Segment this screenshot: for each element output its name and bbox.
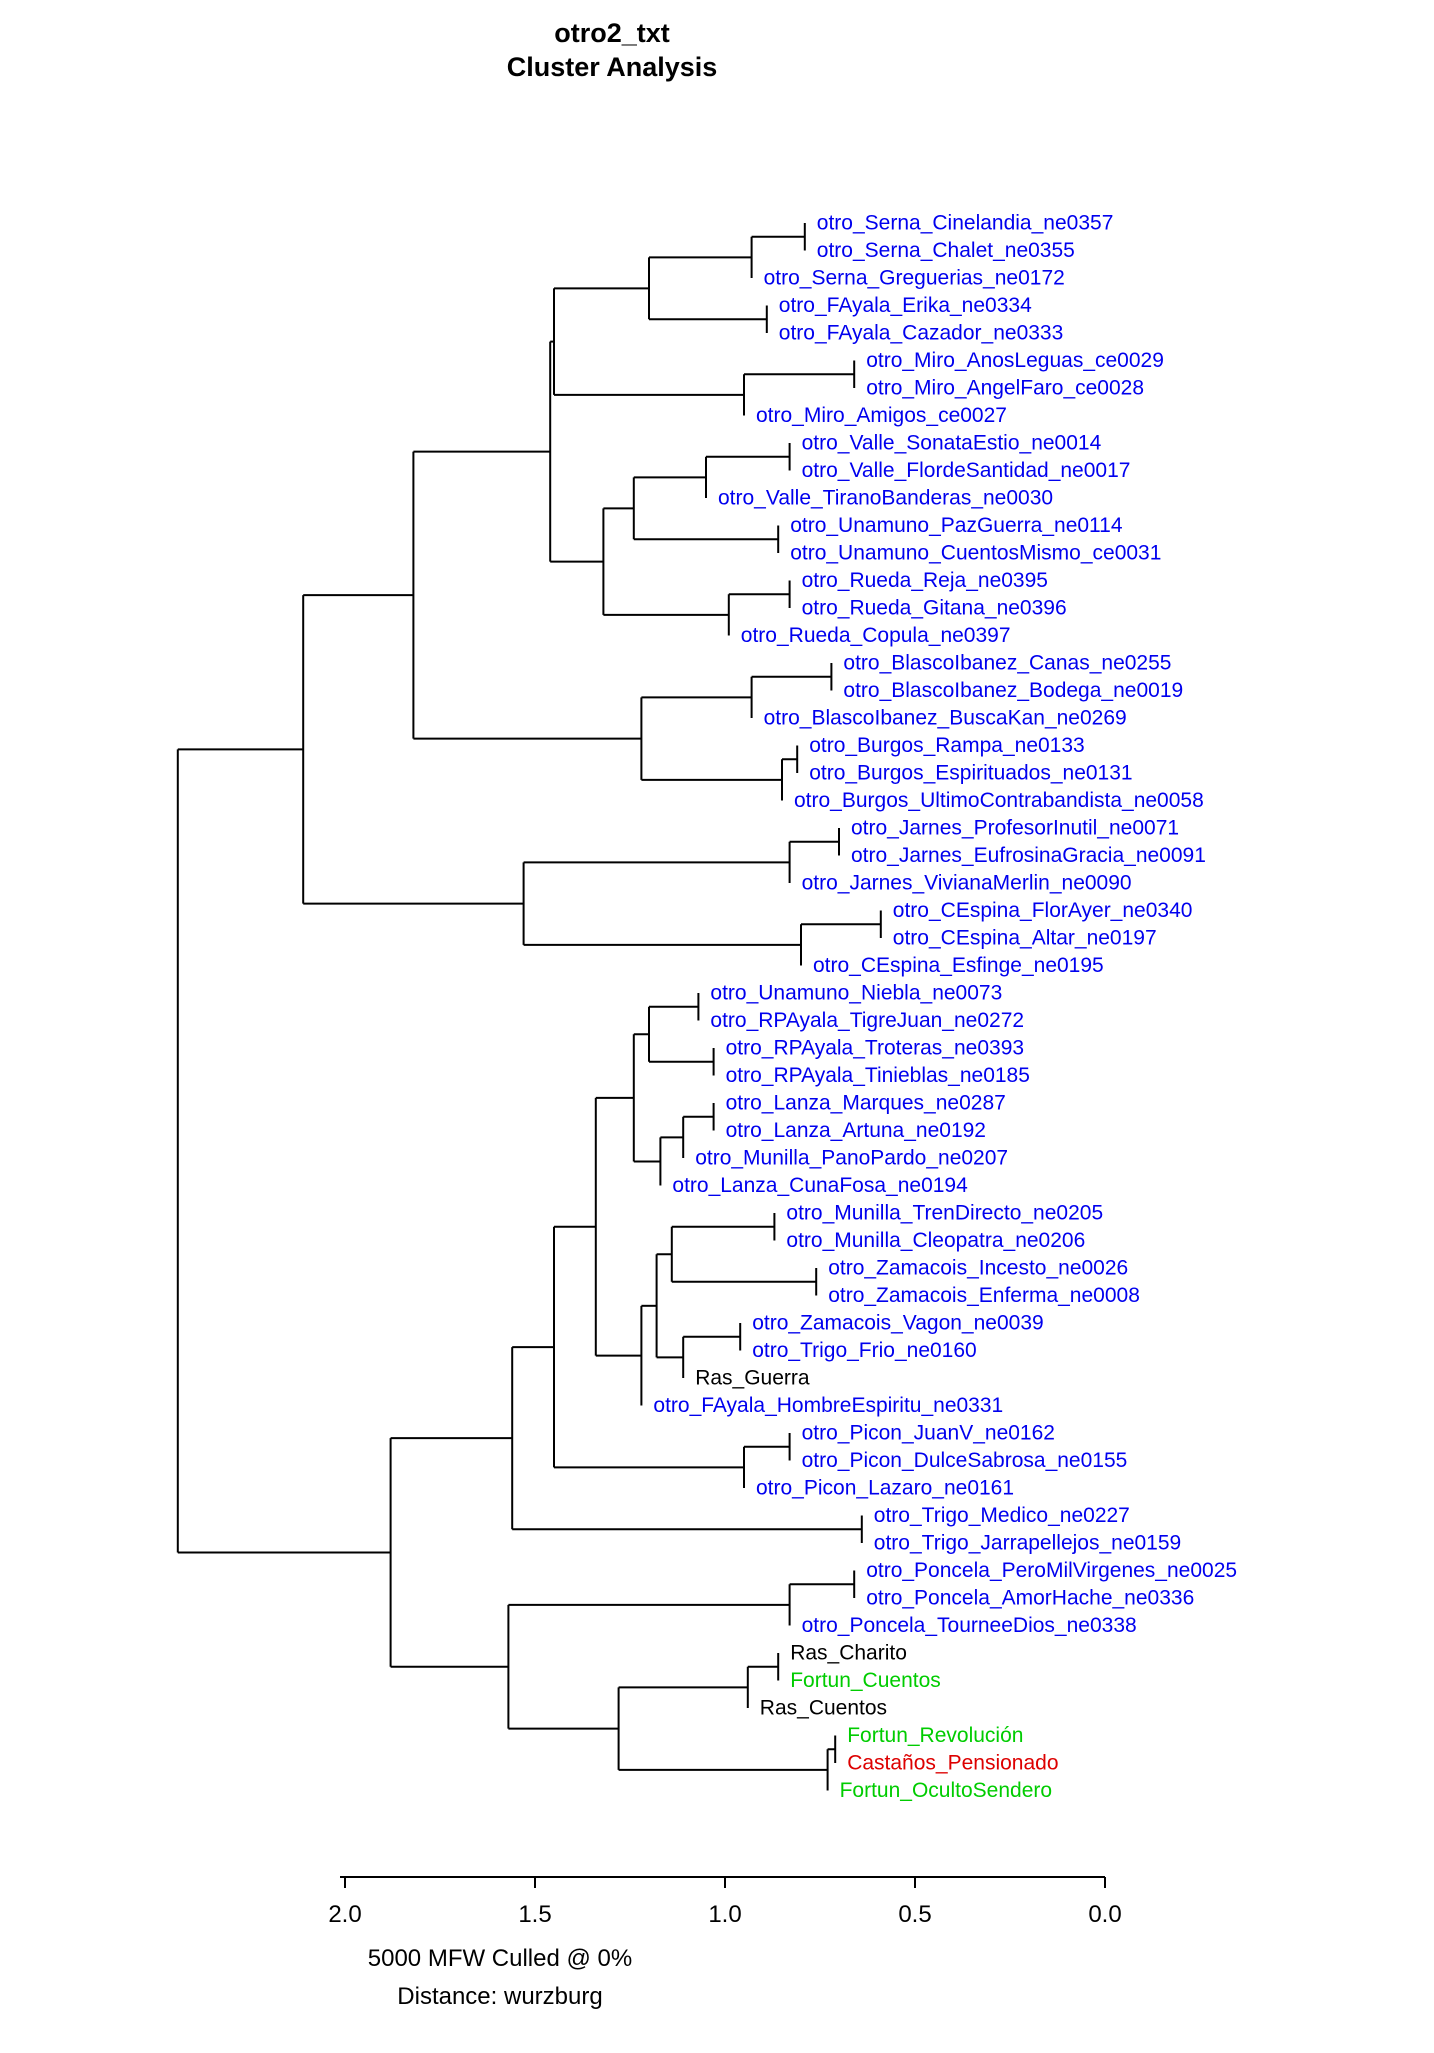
plot-title-line2: Cluster Analysis (506, 52, 718, 82)
leaf-label: otro_Unamuno_CuentosMismo_ce0031 (790, 541, 1162, 565)
leaf-label: otro_Zamacois_Incesto_ne0026 (828, 1256, 1129, 1280)
leaf-label: otro_BlascoIbanez_Bodega_ne0019 (843, 679, 1184, 702)
leaf-label: Ras_Cuentos (759, 1696, 888, 1720)
leaf-label: Castaños_Pensionado (847, 1751, 1059, 1775)
leaf-label: otro_Poncela_TourneeDios_ne0338 (801, 1614, 1137, 1637)
axis-tick-label: 0.5 (898, 1901, 932, 1928)
leaf-label: otro_Lanza_Artuna_ne0192 (725, 1119, 986, 1142)
leaf-label: otro_RPAyala_Troteras_ne0393 (725, 1036, 1025, 1060)
leaf-label: otro_Poncela_AmorHache_ne0336 (866, 1586, 1195, 1610)
leaf-label: otro_Valle_FlordeSantidad_ne0017 (801, 459, 1131, 482)
leaf-label: otro_Miro_Amigos_ce0027 (756, 404, 1007, 427)
leaf-label: Fortun_OcultoSendero (839, 1779, 1053, 1802)
leaf-label: otro_Poncela_PeroMilVirgenes_ne0025 (866, 1559, 1238, 1582)
leaf-label: otro_Serna_Greguerias_ne0172 (763, 266, 1065, 290)
axis-tick-label: 1.0 (708, 1901, 742, 1928)
leaf-label: otro_Munilla_Cleopatra_ne0206 (786, 1229, 1086, 1252)
leaf-label: otro_FAyala_HombreEspiritu_ne0331 (653, 1394, 1004, 1417)
leaf-label: otro_Zamacois_Vagon_ne0039 (752, 1311, 1044, 1335)
leaf-label: otro_Lanza_Marques_ne0287 (725, 1091, 1006, 1115)
leaf-label: otro_Rueda_Gitana_ne0396 (801, 596, 1067, 620)
leaf-label: otro_Picon_JuanV_ne0162 (801, 1421, 1055, 1445)
leaf-label: otro_BlascoIbanez_Canas_ne0255 (843, 651, 1172, 675)
leaf-label: Fortun_Revolución (847, 1724, 1024, 1747)
leaf-label: otro_Picon_Lazaro_ne0161 (756, 1476, 1015, 1500)
leaf-label: otro_Valle_TiranoBanderas_ne0030 (718, 486, 1054, 510)
leaf-label: otro_Munilla_PanoPardo_ne0207 (695, 1146, 1009, 1170)
axis-caption-distance: Distance: wurzburg (397, 1983, 603, 2010)
plot-title-line1: otro2_txt (554, 18, 670, 48)
leaf-label: Ras_Charito (790, 1641, 907, 1665)
leaf-label: otro_Rueda_Copula_ne0397 (740, 624, 1011, 647)
dendrogram-tree (178, 212, 1237, 1803)
leaf-label: otro_Unamuno_Niebla_ne0073 (710, 981, 1003, 1005)
axis-tick-label: 1.5 (518, 1901, 552, 1928)
leaf-label: otro_Serna_Chalet_ne0355 (816, 239, 1075, 262)
leaf-label: Fortun_Cuentos (790, 1669, 941, 1692)
leaf-label: otro_CEspina_FlorAyer_ne0340 (892, 899, 1193, 922)
leaf-label: otro_Jarnes_ProfesorInutil_ne0071 (851, 816, 1180, 840)
leaf-label: otro_Serna_Cinelandia_ne0357 (816, 211, 1114, 235)
leaf-label: otro_RPAyala_Tinieblas_ne0185 (725, 1064, 1030, 1087)
leaf-label: otro_Trigo_Frio_ne0160 (752, 1339, 977, 1362)
leaf-label: otro_Unamuno_PazGuerra_ne0114 (790, 514, 1123, 537)
leaf-label: otro_Burgos_Rampa_ne0133 (809, 734, 1085, 757)
axis-caption-mfw: 5000 MFW Culled @ 0% (367, 1945, 633, 1972)
axis-tick-label: 0.0 (1088, 1901, 1122, 1928)
leaf-label: otro_Miro_AngelFaro_ce0028 (866, 376, 1145, 400)
distance-axis (328, 1877, 1121, 1928)
leaf-label: otro_FAyala_Erika_ne0334 (778, 294, 1032, 317)
leaf-label: otro_RPAyala_TigreJuan_ne0272 (710, 1009, 1025, 1032)
leaf-label: otro_Miro_AnosLeguas_ce0029 (866, 349, 1164, 372)
leaf-label: otro_BlascoIbanez_BuscaKan_ne0269 (763, 706, 1127, 730)
leaf-label: otro_Jarnes_VivianaMerlin_ne0090 (801, 871, 1132, 895)
leaf-label: otro_Jarnes_EufrosinaGracia_ne0091 (851, 844, 1206, 867)
leaf-label: otro_Burgos_UltimoContrabandista_ne0058 (794, 789, 1204, 812)
leaf-label: otro_Burgos_Espirituados_ne0131 (809, 761, 1133, 785)
leaf-label: otro_Picon_DulceSabrosa_ne0155 (801, 1449, 1128, 1472)
leaf-label: otro_Rueda_Reja_ne0395 (801, 569, 1048, 592)
leaf-label: otro_Lanza_CunaFosa_ne0194 (672, 1174, 968, 1197)
leaf-label: otro_Munilla_TrenDirecto_ne0205 (786, 1201, 1104, 1225)
leaf-label: otro_Trigo_Medico_ne0227 (873, 1504, 1130, 1527)
leaf-label: otro_Zamacois_Enferma_ne0008 (828, 1284, 1140, 1307)
leaf-label: otro_CEspina_Esfinge_ne0195 (813, 954, 1104, 977)
leaf-label: otro_Trigo_Jarrapellejos_ne0159 (873, 1531, 1182, 1555)
leaf-label: otro_CEspina_Altar_ne0197 (892, 926, 1157, 950)
leaf-label: Ras_Guerra (695, 1366, 810, 1390)
axis-tick-label: 2.0 (328, 1901, 362, 1928)
leaf-label: otro_Valle_SonataEstio_ne0014 (801, 431, 1102, 455)
leaf-label: otro_FAyala_Cazador_ne0333 (778, 321, 1064, 345)
